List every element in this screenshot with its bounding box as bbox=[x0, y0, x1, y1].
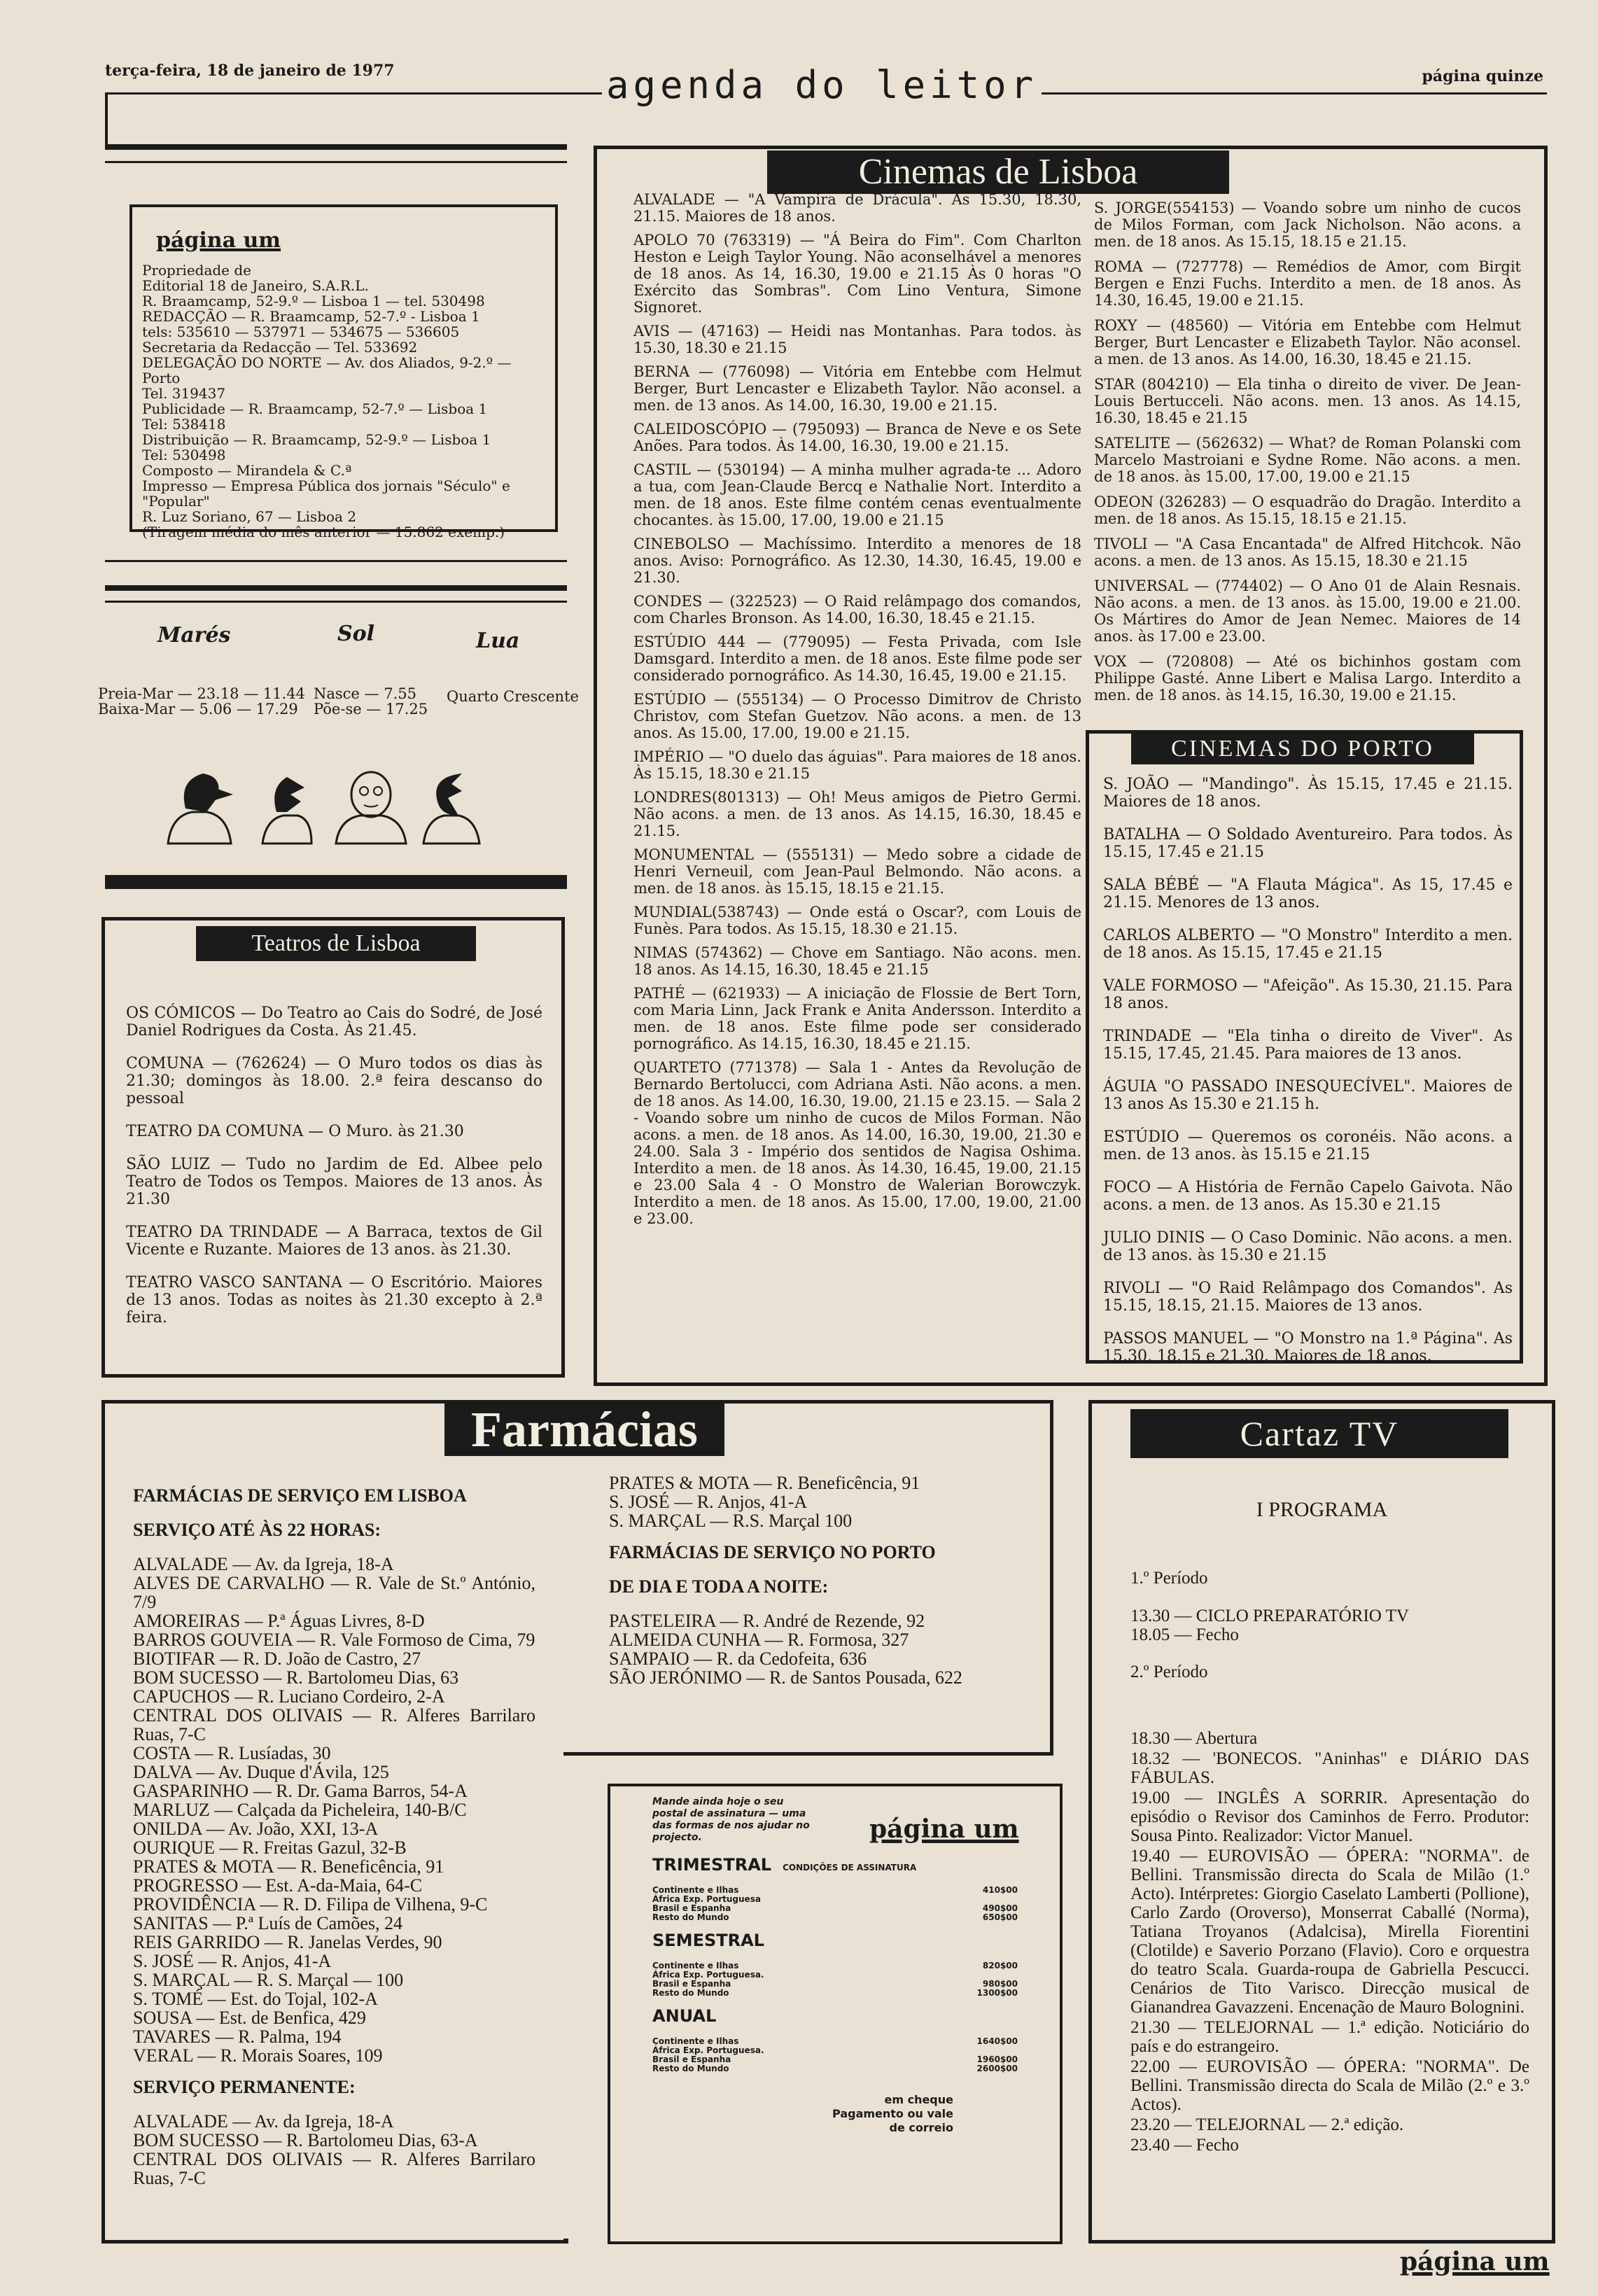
tv-listing: 13.30 — CICLO PREPARATÓRIO TV bbox=[1130, 1606, 1409, 1625]
page-title: agenda do leitor bbox=[602, 63, 1042, 107]
cinema-listing: ALVALADE — "A Vampira de Drácula". As 15.30, 18.30, 21.15. Maiores de 18 anos. bbox=[633, 191, 1081, 225]
farmacias-lisboa bbox=[133, 1474, 535, 2188]
subscription-price: 410$00 bbox=[982, 1885, 1018, 1895]
pharmacy-listing: SOUSA — Est. de Benfica, 429 bbox=[133, 2008, 366, 2028]
cinema-listing: PATHÉ — (621933) — A iniciação de Flossie de Bert Torn, com Maria Linn, Jack Frank e Anita Andersson. Interdito a men. de 18 anos. Este filme pode ser considerado pornográfico. As 14.15, 16.30, 18.45 e 21.15. bbox=[633, 985, 1081, 1052]
cinema-listing: ESTÚDIO — Queremos os coronéis. Não acons. a men. de 13 anos. às 15.15 e 21.15 bbox=[1103, 1128, 1513, 1163]
tide-high: Preia-Mar — 23.18 — 11.44 bbox=[98, 685, 305, 702]
tides-label-mares: Marés bbox=[157, 623, 231, 648]
masthead-line: Publicidade — R. Braamcamp, 52-7.º — Lisboa 1 bbox=[142, 400, 488, 417]
cinema-listing: UNIVERSAL — (774402) — O Ano 01 de Alain Resnais. Não acons. a men. de 13 anos. às 15.00, 19.00 e 21.00. Os Mártires do Amor de Jean Nemec. Maiores de 14 anos. às 17.00 e 23.00. bbox=[1094, 578, 1521, 645]
pharmacy-listing: CENTRAL DOS OLIVAIS — R. Alferes Barrilaro Ruas, 7-C bbox=[133, 2149, 535, 2188]
pharmacy-listing: BARROS GOUVEIA — R. Vale Formoso de Cima, 79 bbox=[133, 1630, 535, 1650]
subscription-region: África Exp. Portuguesa bbox=[652, 1894, 761, 1904]
pharmacy-listing: ONILDA — Av. João, XXI, 13-A bbox=[133, 1819, 379, 1839]
pharmacy-listing: S. MARÇAL — R. S. Marçal — 100 bbox=[133, 1970, 404, 1990]
subscription-price: 490$00 bbox=[982, 1903, 1018, 1913]
divider bbox=[105, 875, 567, 889]
masthead-logo: página um bbox=[156, 228, 281, 253]
cinema-listing: ROMA — (727778) — Remédios de Amor, com Birgit Bergen e Enzi Fuchs. Interdito a men. de 18 anos. Às 14.30, 16.45, 19.00 e 21.15. bbox=[1094, 258, 1521, 309]
pharmacy-listing: PROGRESSO — Est. A-da-Maia, 64-C bbox=[133, 1875, 423, 1896]
pharmacy-listing: COSTA — R. Lusíadas, 30 bbox=[133, 1743, 331, 1763]
pharmacy-listing: MARLUZ — Calçada da Picheleira, 140-B/C bbox=[133, 1800, 467, 1820]
face-icon bbox=[168, 774, 233, 844]
pharmacy-listing: PROVIDÊNCIA — R. D. Filipa de Vilhena, 9-C bbox=[133, 1894, 488, 1914]
cinema-listing: SALA BÉBÉ — "A Flauta Mágica". As 15, 17.45 e 21.15. Menores de 13 anos. bbox=[1103, 876, 1513, 911]
tides-mares bbox=[98, 686, 305, 717]
cinema-listing: APOLO 70 (763319) — "Á Beira do Fim". Com Charlton Heston e Leigh Taylor Young. Não aconselhável a menores de 18 anos. As 14, 16.30, 19.00 e 21.15 Às 0 horas "O Exército das Sombras". Com Lino Ventura, Simone Signoret. bbox=[633, 232, 1081, 316]
tides-sol bbox=[314, 686, 428, 717]
cinema-listing: VOX — (720808) — Até os bichinhos gostam com Philippe Gasté. Anne Libert e Malisa Largo. Interdito a men. de 18 anos. às 14.15, 16.30, 19.00 e 21.15. bbox=[1094, 653, 1521, 704]
masthead-line: (Tiragem média do mês anterior — 15.862 exemp.) bbox=[142, 524, 505, 540]
face-icon bbox=[262, 777, 311, 844]
pharmacy-listing: S. JOSÉ — R. Anjos, 41-A bbox=[609, 1492, 808, 1512]
pharmacy-heading: DE DIA E TODA A NOITE: bbox=[609, 1576, 829, 1597]
pharmacy-listing: CAPUCHOS — R. Luciano Cordeiro, 2-A bbox=[133, 1686, 445, 1707]
tide-low: Baixa-Mar — 5.06 — 17.29 bbox=[98, 701, 298, 718]
theatre-listing: OS CÓMICOS — Do Teatro ao Cais do Sodré, de José Daniel Rodrigues da Costa. Às 21.45. bbox=[126, 1004, 542, 1040]
pharmacy-listing: CENTRAL DOS OLIVAIS — R. Alferes Barrilaro Ruas, 7-C bbox=[133, 1705, 535, 1744]
subscription-price: 1960$00 bbox=[976, 2054, 1018, 2064]
tides-label-sol: Sol bbox=[337, 622, 375, 646]
cinema-listing: ODEON (326283) — O esquadrão do Dragão. Interdito a men. de 18 anos. As 15.15, 18.15 e 21.15. bbox=[1094, 493, 1521, 527]
masthead-line: Tel: 530498 bbox=[142, 447, 226, 463]
subscription-region: África Exp. Portuguesa. bbox=[652, 2045, 764, 2055]
subscription-region: Resto do Mundo bbox=[652, 1912, 729, 1922]
moon-phase: Quarto Crescente bbox=[447, 688, 579, 705]
tv-title: Cartaz TV bbox=[1130, 1409, 1508, 1458]
cinema-listing: FOCO — A História de Fernão Capelo Gaivota. Não acons. a men. de 13 anos. As 15.30 e 21.15 bbox=[1103, 1179, 1513, 1214]
pharmacy-listing: ALMEIDA CUNHA — R. Formosa, 327 bbox=[609, 1630, 909, 1650]
cinema-listing: CALEIDOSCÓPIO — (795093) — Branca de Neve e os Sete Anões. Para todos. Às 14.00, 16.30, 19.00 e 21.15. bbox=[633, 421, 1081, 454]
teatros-title: Teatros de Lisboa bbox=[196, 926, 476, 961]
cinema-listing: TIVOLI — "A Casa Encantada" de Alfred Hitchcok. Não acons. a men. de 13 anos. As 15.15, 18.30 e 21.15 bbox=[1094, 536, 1521, 569]
subscription-trimestral: TRIMESTRAL bbox=[652, 1855, 772, 1875]
sunset: Põe-se — 17.25 bbox=[314, 701, 428, 718]
pharmacy-heading: SERVIÇO PERMANENTE: bbox=[133, 2077, 356, 2097]
masthead-line: Editorial 18 de Janeiro, S.A.R.L. bbox=[142, 277, 369, 294]
pharmacy-listing: SAMPAIO — R. da Cedofeita, 636 bbox=[609, 1648, 867, 1669]
masthead-line: Propriedade de bbox=[142, 262, 252, 279]
pharmacy-listing: ALVES DE CARVALHO — R. Vale de St.º António, 7/9 bbox=[133, 1573, 535, 1612]
tv-listing: 18.32 — 'BONECOS. "Aninhas" e DIÁRIO DAS FÁBULAS. bbox=[1130, 1749, 1529, 1787]
pharmacy-heading: SERVIÇO ATÉ ÀS 22 HORAS: bbox=[133, 1520, 381, 1540]
theatre-listing: SÃO LUIZ — Tudo no Jardim de Ed. Albee pelo Teatro de Todos os Tempos. Maiores de 13 anos. Às 21.30 bbox=[126, 1156, 542, 1208]
cinema-listing: TRINDADE — "Ela tinha o direito de Viver". As 15.15, 17.45, 21.45. Para maiores de 13 anos. bbox=[1103, 1028, 1513, 1063]
masthead-line: Distribuição — R. Braamcamp, 52-9.º — Lisboa 1 bbox=[142, 431, 491, 448]
face-icon bbox=[423, 774, 479, 844]
masthead-line: R. Braamcamp, 52-9.º — Lisboa 1 — tel. 530498 bbox=[142, 293, 485, 309]
cinema-listing: JULIO DINIS — O Caso Dominic. Não acons. a men. de 13 anos. às 15.30 e 21.15 bbox=[1103, 1229, 1513, 1264]
subscription-price: 820$00 bbox=[982, 1961, 1018, 1970]
cinemas-porto-list bbox=[1103, 776, 1513, 1380]
cinema-listing: IMPÉRIO — "O duelo das águias". Para maiores de 18 anos. Às 15.15, 18.30 e 21.15 bbox=[633, 748, 1081, 782]
subscription-region: Continente e Ilhas bbox=[652, 1961, 739, 1970]
subscription-invite: Mande ainda hoje o seu postal de assinatura — uma das formas de nos ajudar no projecto. bbox=[652, 1796, 810, 1843]
pharmacy-listing: BIOTIFAR — R. D. João de Castro, 27 bbox=[133, 1648, 421, 1669]
cinema-listing: CASTIL — (530194) — A minha mulher agrada-te ... Adoro a tua, com Jean-Claude Bercq e Nathalie Nort. Interdito a men. de 18 anos. Este filme contém cenas eventualmente chocantes. às 15.00, 17.00, 19.00 e 21.15 bbox=[633, 461, 1081, 528]
pharmacy-listing: GASPARINHO — R. Dr. Gama Barros, 54-A bbox=[133, 1781, 468, 1801]
cinema-listing: AVIS — (47163) — Heidi nas Montanhas. Para todos. às 15.30, 18.30 e 21.15 bbox=[633, 323, 1081, 356]
pharmacy-listing: PRATES & MOTA — R. Beneficência, 91 bbox=[609, 1473, 920, 1493]
cinema-listing: BATALHA — O Soldado Aventureiro. Para todos. Às 15.15, 17.45 e 21.15 bbox=[1103, 826, 1513, 861]
masthead-line: Tel: 538418 bbox=[142, 416, 226, 433]
tv-period-2-list bbox=[1130, 1729, 1529, 2156]
subscription-anual-rows bbox=[652, 2037, 1018, 2073]
subscription-caption: CONDIÇÕES DE ASSINATURA bbox=[783, 1863, 917, 1872]
pharmacy-listing: SANITAS — P.ª Luís de Camões, 24 bbox=[133, 1913, 402, 1933]
subscription-row bbox=[652, 1913, 1018, 1922]
subscription-anual: ANUAL bbox=[652, 2006, 717, 2026]
divider bbox=[105, 144, 567, 150]
masthead-line: Tel. 319437 bbox=[142, 385, 226, 402]
subscription-price: 650$00 bbox=[982, 1912, 1018, 1922]
teatros-box bbox=[101, 917, 565, 1378]
subscription-price: 980$00 bbox=[982, 1979, 1018, 1989]
subscription-trimestral-rows bbox=[652, 1886, 1018, 1922]
subscription-semestral-rows bbox=[652, 1961, 1018, 1998]
farmacias-right bbox=[609, 1474, 1029, 1687]
pharmacy-listing: VERAL — R. Morais Soares, 109 bbox=[133, 2045, 383, 2066]
divider bbox=[105, 601, 567, 603]
cinemas-lisboa-col-right bbox=[1094, 200, 1521, 712]
masthead-line: REDACÇÃO — R. Braamcamp, 52-7.º - Lisboa 1 bbox=[142, 308, 480, 325]
cinema-listing: QUARTETO (771378) — Sala 1 - Antes da Revolução de Bernardo Bertolucci, com Adriana Asti. Não acons. a men. de 18 anos. As 14.00, 16.30, 19.00, 21.15 e 23.15. — Sala 2 - Voando sobre um ninho de cucos de Milos Forman. Não acons. a men. de 18 anos. As 14.00, 16.30, 19.00, 21.30 e 24.00. Sala 3 - Império dos sentidos de Nagisa Oshima. Interdito a men. de 18 anos. Às 14.30, 16.45, 19.00, 21.15 e 23.00 Sala 4 - O Monstro de Walerian Borowczyk. Interdito a men. de 18 anos. As 15.00, 17.00, 19.00, 21.00 e 23.00. bbox=[633, 1059, 1081, 1227]
subscription-semestral: SEMESTRAL bbox=[652, 1931, 764, 1950]
teatros-list bbox=[126, 1004, 542, 1342]
cinemas-lisboa-col-left bbox=[633, 191, 1081, 1234]
tv-listing: 21.30 — TELEJORNAL — 1.ª edição. Noticiário do país e do estrangeiro. bbox=[1130, 2018, 1529, 2056]
pharmacy-listing: S. JOSÉ — R. Anjos, 41-A bbox=[133, 1951, 332, 1971]
pharmacy-listing: OURIQUE — R. Freitas Gazul, 32-B bbox=[133, 1837, 407, 1858]
masthead-line: tels: 535610 — 537971 — 534675 — 536605 bbox=[142, 323, 460, 340]
masthead-line: R. Luz Soriano, 67 — Lisboa 2 bbox=[142, 508, 357, 525]
subscription-region: Continente e Ilhas bbox=[652, 2036, 739, 2046]
tv-listing: 19.40 — EUROVISÃO — ÓPERA: "NORMA". de Bellini. Transmissão directa do Scala de Milão (1.º Acto). Intérpretes: Giorgio Caselato Lamberti (Pollione), Carlo Zardo (Oroverso), Monserrat Caballé (Norma), Tatiana Troyanos (Adalcisa), Mirella Fiorentini (Clotilde) e Saverio Porzano (Flavio). Coro e orquestra do teatro Scala. Guarda-roupa de Gabriella Pescucci. Cenários de Tito Varisco. Direcção musical de Gianandrea Gavazzeni. Encenação de Mauro Bolognini. bbox=[1130, 1847, 1529, 2017]
pharmacy-listing: ALVALADE — Av. da Igreja, 18-A bbox=[133, 1554, 394, 1574]
subscription-region: Resto do Mundo bbox=[652, 1988, 729, 1998]
pharmacy-listing: DALVA — Av. Duque d'Ávila, 125 bbox=[133, 1762, 389, 1782]
divider bbox=[105, 585, 567, 591]
cinema-listing: CINEBOLSO — Machíssimo. Interdito a menores de 18 anos. Aviso: Pornográfico. As 12.30, 14.30, 16.45, 19.00 e 21.30. bbox=[633, 536, 1081, 586]
pharmacy-heading: FARMÁCIAS DE SERVIÇO NO PORTO bbox=[609, 1542, 936, 1562]
divider bbox=[105, 560, 567, 562]
tv-box bbox=[1088, 1400, 1555, 2244]
cinemas-porto-title: CINEMAS DO PORTO bbox=[1131, 734, 1474, 764]
masthead-box bbox=[129, 204, 558, 540]
header-date: terça-feira, 18 de janeiro de 1977 bbox=[105, 62, 395, 80]
sunrise: Nasce — 7.55 bbox=[314, 685, 416, 702]
subscription-row bbox=[652, 2064, 1018, 2073]
pharmacy-listing: REIS GARRIDO — R. Janelas Verdes, 90 bbox=[133, 1932, 442, 1952]
pharmacy-listing: PRATES & MOTA — R. Beneficência, 91 bbox=[133, 1856, 444, 1877]
tv-period-1-list bbox=[1130, 1606, 1522, 1644]
pharmacy-listing: BOM SUCESSO — R. Bartolomeu Dias, 63-A bbox=[133, 2130, 478, 2150]
pharmacy-listing: AMOREIRAS — P.ª Águas Livres, 8-D bbox=[133, 1611, 425, 1631]
pharmacy-listing: ALVALADE — Av. da Igreja, 18-A bbox=[133, 2111, 394, 2132]
tv-program: I PROGRAMA bbox=[1256, 1498, 1388, 1521]
cinema-listing: LONDRES(801313) — Oh! Meus amigos de Pietro Germi. Não acons. a men. de 13 anos. As 14.15, 16.30, 18.45 e 21.15. bbox=[633, 789, 1081, 839]
tv-listing: 22.00 — EUROVISÃO — ÓPERA: "NORMA". De Bellini. Transmissão directa do Scala de Milão (2.º e 3.º Actos). bbox=[1130, 2057, 1529, 2114]
subscription-price: 1300$00 bbox=[976, 1988, 1018, 1998]
theatre-listing: COMUNA — (762624) — O Muro todos os dias às 21.30; domingos às 18.00. 2.ª feira descanso do pessoal bbox=[126, 1055, 542, 1107]
subscription-row bbox=[652, 1989, 1018, 1998]
subscription-logo: página um bbox=[869, 1814, 1019, 1844]
cinema-listing: VALE FORMOSO — "Afeição". As 15.30, 21.15. Para 18 anos. bbox=[1103, 977, 1513, 1012]
pharmacy-listing: TAVARES — R. Palma, 194 bbox=[133, 2026, 342, 2047]
divider bbox=[105, 94, 108, 147]
tv-listing: 18.05 — Fecho bbox=[1130, 1625, 1239, 1644]
tv-listing: 19.00 — INGLÊS A SORRIR. Apresentação do episódio o Revisor dos Caminhos de Ferro. Produtor: Sousa Pinto. Realizador: Victor Manuel. bbox=[1130, 1788, 1529, 1845]
cinema-listing: NIMAS (574362) — Chove em Santiago. Não acons. men. 18 anos. As 14.15, 16.30, 18.45 e 21.15 bbox=[633, 944, 1081, 978]
cinemas-porto-box bbox=[1086, 730, 1523, 1364]
pharmacy-listing: PASTELEIRA — R. André de Rezende, 92 bbox=[609, 1611, 925, 1631]
cinemas-lisboa-title: Cinemas de Lisboa bbox=[767, 150, 1229, 194]
tides-label-lua: Lua bbox=[476, 629, 520, 653]
cinema-listing: S. JORGE(554153) — Voando sobre um ninho de cucos de Milos Forman, com Jack Nicholson. Não acons. a men. de 18 anos. As 15.15, 18.15 e 21.15. bbox=[1094, 200, 1521, 250]
pharmacy-listing: S. MARÇAL — R.S. Marçal 100 bbox=[609, 1511, 853, 1531]
theatre-listing: TEATRO VASCO SANTANA — O Escritório. Maiores de 13 anos. Todas as noites às 21.30 excepto à 2.ª feira. bbox=[126, 1274, 542, 1326]
cinema-listing: MUNDIAL(538743) — Onde está o Oscar?, com Louis de Funès. Para todos. As 15.15, 18.30 e 21.15. bbox=[633, 904, 1081, 937]
tv-listing: 23.20 — TELEJORNAL — 2.ª edição. bbox=[1130, 2115, 1404, 2134]
cinema-listing: ESTÚDIO 444 — (779095) — Festa Privada, com Isle Damsgard. Interdito a men. de 18 anos. Este filme pode ser considerado pornográfico. As 14.30, 16.45, 19.00 e 21.15. bbox=[633, 634, 1081, 684]
tv-period-1: 1.º Período bbox=[1130, 1569, 1208, 1588]
cinema-listing: ÁGUIA "O PASSADO INESQUECÍVEL". Maiores de 13 anos As 15.30 e 21.15 h. bbox=[1103, 1078, 1513, 1113]
subscription-region: Brasil e Espanha bbox=[652, 1979, 731, 1989]
subscription-region: Resto do Mundo bbox=[652, 2064, 729, 2073]
cinema-listing: MONUMENTAL — (555131) — Medo sobre a cidade de Henri Verneuil, com Jean-Paul Belmondo. Não acons. a men. de 18 anos. às 15.15, 18.15 e 21.15. bbox=[633, 846, 1081, 897]
cinema-listing: CONDES — (322523) — O Raid relâmpago dos comandos, com Charles Bronson. As 14.00, 16.30, 18.45 e 21.15. bbox=[633, 593, 1081, 626]
cinema-listing: ROXY — (48560) — Vitória em Entebbe com Helmut Berger, Burt Lencaster e Elizabeth Taylor. Não aconsel. a men. de 13 anos. As 14.00, 16.30, 18.45 e 21.15. bbox=[1094, 317, 1521, 368]
cinema-listing: S. JOÃO — "Mandingo". Às 15.15, 17.45 e 21.15. Maiores de 18 anos. bbox=[1103, 776, 1513, 811]
subscription-payment: em cheque Pagamento ou vale de correio bbox=[832, 2093, 953, 2134]
tv-listing: 18.30 — Abertura bbox=[1130, 1729, 1258, 1748]
cinema-listing: ESTÚDIO — (555134) — O Processo Dimitrov de Christo Christov, com Stefan Guetzov. Não acons. a men. de 13 anos. As 15.00, 17.00, 19.00 e 21.15. bbox=[633, 691, 1081, 741]
divider bbox=[105, 161, 567, 163]
pharmacy-listing: SÃO JERÓNIMO — R. de Santos Pousada, 622 bbox=[609, 1667, 962, 1688]
cinemas-lisboa-box bbox=[594, 146, 1548, 1386]
pharmacy-listing: BOM SUCESSO — R. Bartolomeu Dias, 63 bbox=[133, 1667, 459, 1688]
cinema-listing: PASSOS MANUEL — "O Monstro na 1.ª Página". As 15.30, 18.15 e 21.30. Maiores de 18 anos. bbox=[1103, 1330, 1513, 1365]
cinema-listing: BERNA — (776098) — Vitória em Entebbe com Helmut Berger, Burt Lencaster e Elizabeth Taylor. Não aconsel. a men. de 13 anos. As 14.00, 16.30, 19.00 e 21.15. bbox=[633, 363, 1081, 414]
farmacias-title: Farmácias bbox=[444, 1404, 724, 1456]
face-icon bbox=[336, 772, 406, 844]
masthead-line: Secretaria da Redacção — Tel. 533692 bbox=[142, 339, 418, 356]
pharmacy-listing: S. TOMÉ — Est. do Tojal, 102-A bbox=[133, 1989, 378, 2009]
subscription-region: Brasil e Espanha bbox=[652, 2054, 731, 2064]
footer-logo: página um bbox=[1400, 2247, 1550, 2276]
masthead-line: DELEGAÇÃO DO NORTE — Av. dos Aliados, 9-2.º — Porto bbox=[142, 354, 512, 386]
theatre-listing: TEATRO DA TRINDADE — A Barraca, textos de Gil Vicente e Ruzante. Maiores de 13 anos. às 21.30. bbox=[126, 1224, 542, 1259]
divider bbox=[563, 2239, 568, 2244]
face-icons bbox=[164, 760, 486, 850]
tv-listing: 23.40 — Fecho bbox=[1130, 2136, 1239, 2155]
page-number: página quinze bbox=[1422, 67, 1543, 85]
cinema-listing: STAR (804210) — Ela tinha o direito de viver. De Jean-Louis Bertucceli. Não acons. men. 13 anos. As 14.15, 16.30, 18.45 e 21.15 bbox=[1094, 376, 1521, 426]
pharmacy-heading: FARMÁCIAS DE SERVIÇO EM LISBOA bbox=[133, 1485, 467, 1506]
subscription-coupon bbox=[608, 1784, 1063, 2244]
masthead-line: Impresso — Empresa Pública dos jornais "Século" e "Popular" bbox=[142, 477, 510, 510]
cinema-listing: CARLOS ALBERTO — "O Monstro" Interdito a men. de 18 anos. As 15.15, 17.45 e 21.15 bbox=[1103, 927, 1513, 962]
subscription-region: África Exp. Portuguesa. bbox=[652, 1970, 764, 1980]
subscription-price: 1640$00 bbox=[976, 2036, 1018, 2046]
subscription-price: 2600$00 bbox=[976, 2064, 1018, 2073]
cinema-listing: SATELITE — (562632) — What? de Roman Polanski com Marcelo Mastroiani e Sydne Rome. Não acons. a men. de 18 anos. às 15.00, 17.00, 19.00 e 21.15 bbox=[1094, 435, 1521, 485]
theatre-listing: TEATRO DA COMUNA — O Muro. às 21.30 bbox=[126, 1123, 464, 1140]
cinema-listing: RIVOLI — "O Raid Relâmpago dos Comandos". As 15.15, 18.15, 21.15. Maiores de 13 anos. bbox=[1103, 1280, 1513, 1315]
subscription-region: Brasil e Espanha bbox=[652, 1903, 731, 1913]
masthead-line: Composto — Mirandela & C.ª bbox=[142, 462, 352, 479]
masthead-lines bbox=[142, 262, 545, 540]
subscription-region: Continente e Ilhas bbox=[652, 1885, 739, 1895]
tv-period-2: 2.º Período bbox=[1130, 1662, 1208, 1681]
